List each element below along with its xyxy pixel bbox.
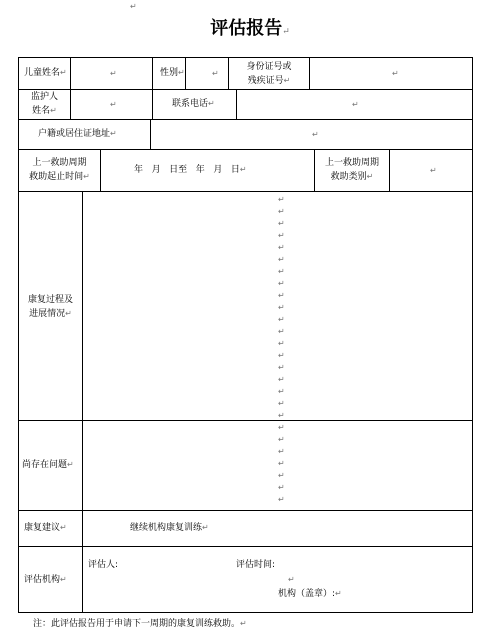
paragraph-mark: ↵ <box>278 231 285 240</box>
phone-field[interactable] <box>237 90 471 119</box>
paragraph-mark: ↵ <box>352 100 359 109</box>
paragraph-mark: ↵ <box>278 399 285 408</box>
paragraph-mark: ↵ <box>278 327 285 336</box>
paragraph-mark: ↵ <box>278 363 285 372</box>
assistance-type-field[interactable] <box>390 150 471 191</box>
paragraph-mark: ↵ <box>312 130 319 139</box>
assistance-type-label: 上一救助周期 救助类别↵ <box>324 158 379 182</box>
id-number-label: 身份证号或 残疾证号↵ <box>246 62 292 86</box>
previous-period-label: 上一救助周期 救助起止时间↵ <box>29 158 90 182</box>
rehab-progress-field[interactable] <box>83 192 471 420</box>
remaining-issues-label: 尚存在问题↵ <box>22 460 74 470</box>
paragraph-mark: ↵ <box>110 69 117 78</box>
address-field[interactable] <box>151 120 471 149</box>
rehab-suggestion-value[interactable]: 继续机构康复训练↵ <box>130 523 209 533</box>
paragraph-mark: ↵ <box>278 435 285 444</box>
paragraph-mark: ↵ <box>130 2 137 11</box>
date-range[interactable]: 年 月 日至 年 月 日↵ <box>134 165 247 175</box>
assessment-time-label: 评估时间: <box>236 560 276 570</box>
gender-field[interactable] <box>186 58 227 89</box>
phone-label: 联系电话↵ <box>172 99 215 109</box>
assessment-org-label: 评估机构↵ <box>24 575 67 585</box>
paragraph-mark: ↵ <box>278 375 285 384</box>
page-title: 评估报告↵ <box>210 18 290 39</box>
paragraph-mark: ↵ <box>278 447 285 456</box>
gender-label: 性别↵ <box>160 68 185 78</box>
assessment-time-field[interactable] <box>286 555 406 571</box>
assessor-label: 评估人: <box>88 560 119 570</box>
rehab-progress-label: 康复过程及 进展情况↵ <box>27 295 73 319</box>
paragraph-mark: ↵ <box>278 423 285 432</box>
paragraph-mark: ↵ <box>278 303 285 312</box>
assessor-field[interactable] <box>128 555 228 571</box>
paragraph-mark: ↵ <box>278 483 285 492</box>
paragraph-mark: ↵ <box>278 339 285 348</box>
paragraph-mark: ↵ <box>278 351 285 360</box>
paragraph-mark: ↵ <box>278 243 285 252</box>
paragraph-mark: ↵ <box>110 100 117 109</box>
paragraph-mark: ↵ <box>278 471 285 480</box>
address-label: 户籍或居住证地址↵ <box>38 129 117 139</box>
paragraph-mark: ↵ <box>278 207 285 216</box>
child-name-field[interactable] <box>71 58 151 89</box>
paragraph-mark: ↵ <box>278 195 285 204</box>
paragraph-mark: ↵ <box>278 495 285 504</box>
paragraph-mark: ↵ <box>212 69 219 78</box>
org-seal-label: 机构（盖章）:↵ <box>278 589 342 599</box>
paragraph-mark: ↵ <box>278 459 285 468</box>
paragraph-mark: ↵ <box>278 255 285 264</box>
rehab-suggestion-label: 康复建议↵ <box>24 523 67 533</box>
paragraph-mark: ↵ <box>278 279 285 288</box>
id-number-field[interactable] <box>310 58 471 89</box>
paragraph-mark: ↵ <box>278 411 285 420</box>
paragraph-mark: ↵ <box>430 166 437 175</box>
paragraph-mark: ↵ <box>278 387 285 396</box>
footnote: 注：此评估报告用于申请下一周期的康复训练救助。↵ <box>33 619 247 629</box>
guardian-name-field[interactable] <box>71 90 151 119</box>
child-name-label: 儿童姓名↵ <box>24 68 67 78</box>
paragraph-mark: ↵ <box>288 575 295 584</box>
paragraph-mark: ↵ <box>392 69 399 78</box>
paragraph-mark: ↵ <box>278 291 285 300</box>
paragraph-mark: ↵ <box>278 315 285 324</box>
guardian-name-label: 监护人 姓名↵ <box>30 92 58 116</box>
paragraph-mark: ↵ <box>278 219 285 228</box>
paragraph-mark: ↵ <box>278 267 285 276</box>
remaining-issues-field[interactable] <box>83 421 471 510</box>
